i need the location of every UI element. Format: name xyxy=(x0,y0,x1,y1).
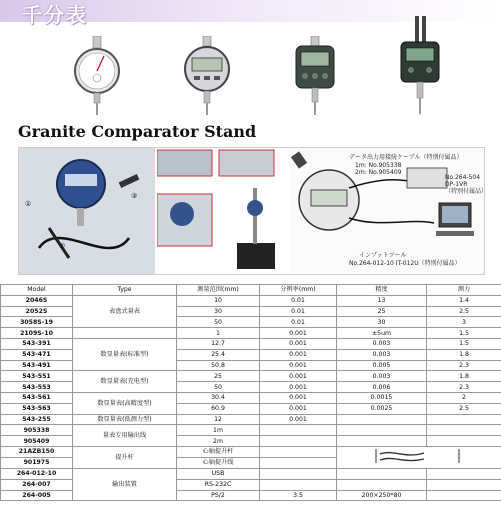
force-cell: 2.5 xyxy=(427,403,501,414)
accuracy-cell: 30 xyxy=(337,317,427,328)
accuracy-cell xyxy=(337,436,427,447)
accuracy-cell: 0.0015 xyxy=(337,392,427,403)
table-row xyxy=(1,468,501,479)
resolution-cell xyxy=(260,446,337,457)
model-cell: 264-007 xyxy=(1,479,73,490)
range-cell: 2m xyxy=(177,436,260,447)
resolution-cell xyxy=(260,457,337,468)
section-title: Granite Comparator Stand xyxy=(18,122,257,141)
table-row xyxy=(1,392,501,403)
accuracy-cell xyxy=(337,414,427,425)
model-cell: 2052S xyxy=(1,306,73,317)
resolution-cell: 0.001 xyxy=(260,371,337,382)
range-cell: 1m xyxy=(177,425,260,436)
table-header-row xyxy=(1,285,501,296)
banner-title: 千分表 xyxy=(22,3,88,27)
model-cell: 543-491 xyxy=(1,360,73,371)
cable-title: データ出力用接続ケーブル（特別付属品） xyxy=(349,154,463,161)
accuracy-cell xyxy=(337,425,427,436)
lifting-lever-icon xyxy=(374,447,464,465)
resolution-cell xyxy=(260,436,337,447)
model-cell: 543-551 xyxy=(1,371,73,382)
accessory-photo-panel xyxy=(18,147,488,275)
digimatic-indicator-image xyxy=(180,36,235,116)
resolution-cell: 0.01 xyxy=(260,306,337,317)
callout-2: ② xyxy=(59,242,66,250)
resolution-cell: 0.001 xyxy=(260,328,337,339)
force-cell: 1.5 xyxy=(427,338,501,349)
force-cell: 1.4 xyxy=(427,295,501,306)
force-cell xyxy=(427,479,501,490)
model-cell: 2109S-10 xyxy=(1,328,73,339)
printer-model: DP-1VR xyxy=(445,181,468,188)
accuracy-cell: 13 xyxy=(337,295,427,306)
callout-3: ③ xyxy=(131,192,138,200)
range-cell: USB xyxy=(177,468,260,479)
force-cell: 2.5 xyxy=(427,306,501,317)
range-cell: RS-232C xyxy=(177,479,260,490)
type-cell: 数显量表(充电型) xyxy=(73,371,177,393)
digital-indicator-green-image xyxy=(290,36,340,116)
force-cell: 1.8 xyxy=(427,349,501,360)
resolution-cell: 0.001 xyxy=(260,349,337,360)
model-cell: 543-553 xyxy=(1,382,73,393)
force-cell: 1.8 xyxy=(427,371,501,382)
input-tool-title: インプットツール xyxy=(359,252,407,259)
cable-1m: 1m: No.905338 xyxy=(355,162,402,169)
force-cell xyxy=(427,425,501,436)
accuracy-cell: 0.005 xyxy=(337,360,427,371)
type-cell xyxy=(73,328,177,339)
accuracy-cell: 200×250*80 xyxy=(337,490,427,501)
range-cell: 12 xyxy=(177,414,260,425)
model-cell: 543-563 xyxy=(1,403,73,414)
model-cell: 543-255 xyxy=(1,414,73,425)
range-cell: 1 xyxy=(177,328,260,339)
model-cell: 543-561 xyxy=(1,392,73,403)
type-cell: 数显量表(标准型) xyxy=(73,338,177,370)
printer-number: No.264-504 xyxy=(445,174,481,181)
range-cell: 12.7 xyxy=(177,338,260,349)
type-cell: 量表专用输出线 xyxy=(73,425,177,447)
table-row xyxy=(1,414,501,425)
accuracy-cell: 25 xyxy=(337,306,427,317)
resolution-cell: 0.01 xyxy=(260,317,337,328)
accuracy-cell: ±5um xyxy=(337,328,427,339)
resolution-cell: 0.001 xyxy=(260,338,337,349)
accuracy-cell xyxy=(337,479,427,490)
table-row xyxy=(1,371,501,382)
resolution-cell xyxy=(260,425,337,436)
model-cell: 3058S-19 xyxy=(1,317,73,328)
digital-indicator-tall-image xyxy=(395,16,445,116)
table-row xyxy=(1,295,501,306)
range-cell: 心轴提升线 xyxy=(177,457,260,468)
callout-1: ① xyxy=(25,200,32,208)
resolution-cell: 3.5 xyxy=(260,490,337,501)
input-tool-number: No.264-012-10 IT-012U（特別付属品） xyxy=(349,260,461,267)
model-cell: 905338 xyxy=(1,425,73,436)
range-cell: 60.9 xyxy=(177,403,260,414)
force-cell xyxy=(427,468,501,479)
type-cell: 表盘式量表 xyxy=(73,295,177,327)
header-type: Type xyxy=(73,285,177,296)
cable-2m: 2m: No.905409 xyxy=(355,169,402,176)
type-cell: 数显量表(低测力型) xyxy=(73,414,177,425)
accuracy-cell: 0.003 xyxy=(337,371,427,382)
resolution-cell: 0.001 xyxy=(260,360,337,371)
indicator-kit-photo xyxy=(19,148,155,274)
header-range: 测量范围(mm) xyxy=(177,285,260,296)
accuracy-cell xyxy=(337,468,427,479)
table-row xyxy=(1,446,501,457)
model-cell: 2046S xyxy=(1,295,73,306)
type-cell: 提升杆 xyxy=(73,446,177,468)
dial-indicator-image xyxy=(70,36,125,116)
resolution-cell: 0.001 xyxy=(260,414,337,425)
model-cell: 543-391 xyxy=(1,338,73,349)
resolution-cell xyxy=(260,468,337,479)
force-cell: 3 xyxy=(427,317,501,328)
type-cell: 输出装置 xyxy=(73,468,177,500)
printer-note: （特別付属品） xyxy=(445,188,488,195)
model-cell: 905409 xyxy=(1,436,73,447)
resolution-cell: 0.001 xyxy=(260,392,337,403)
table-row xyxy=(1,328,501,339)
model-cell: 264-005 xyxy=(1,490,73,501)
force-cell: 2.3 xyxy=(427,382,501,393)
range-cell: 心轴提升杆 xyxy=(177,446,260,457)
range-cell: PS/2 xyxy=(177,490,260,501)
lifting-lever-image-cell xyxy=(337,446,501,468)
header-force: 测力 xyxy=(427,285,501,296)
resolution-cell: 0.001 xyxy=(260,382,337,393)
resolution-cell xyxy=(260,479,337,490)
range-cell: 50 xyxy=(177,317,260,328)
accuracy-cell: 0.003 xyxy=(337,338,427,349)
force-cell xyxy=(427,436,501,447)
model-cell: 543-471 xyxy=(1,349,73,360)
indicator-kit-illustration xyxy=(19,148,155,274)
specification-table xyxy=(0,284,501,501)
header-resolution: 分辨率(mm) xyxy=(260,285,337,296)
resolution-cell: 0.001 xyxy=(260,403,337,414)
output-device-diagram xyxy=(289,148,488,274)
header-accuracy: 精度 xyxy=(337,285,427,296)
model-cell: 901975 xyxy=(1,457,73,468)
model-cell: 21AZB150 xyxy=(1,446,73,457)
resolution-cell: 0.01 xyxy=(260,295,337,306)
force-cell: 1.5 xyxy=(427,328,501,339)
accuracy-cell: 0.003 xyxy=(337,349,427,360)
model-cell: 264-012-10 xyxy=(1,468,73,479)
range-cell: 25 xyxy=(177,371,260,382)
type-cell: 数显量表(高精度型) xyxy=(73,392,177,414)
table-row xyxy=(1,425,501,436)
force-cell: 2 xyxy=(427,392,501,403)
header-model: Model xyxy=(1,285,73,296)
range-cell: 30 xyxy=(177,306,260,317)
table-row xyxy=(1,338,501,349)
force-cell: 2.3 xyxy=(427,360,501,371)
stand-photos xyxy=(157,148,287,274)
accuracy-cell: 0.0025 xyxy=(337,403,427,414)
range-cell: 50.8 xyxy=(177,360,260,371)
range-cell: 25.4 xyxy=(177,349,260,360)
force-cell xyxy=(427,414,501,425)
force-cell xyxy=(427,490,501,501)
range-cell: 30.4 xyxy=(177,392,260,403)
accuracy-cell: 0.006 xyxy=(337,382,427,393)
range-cell: 10 xyxy=(177,295,260,306)
range-cell: 50 xyxy=(177,382,260,393)
